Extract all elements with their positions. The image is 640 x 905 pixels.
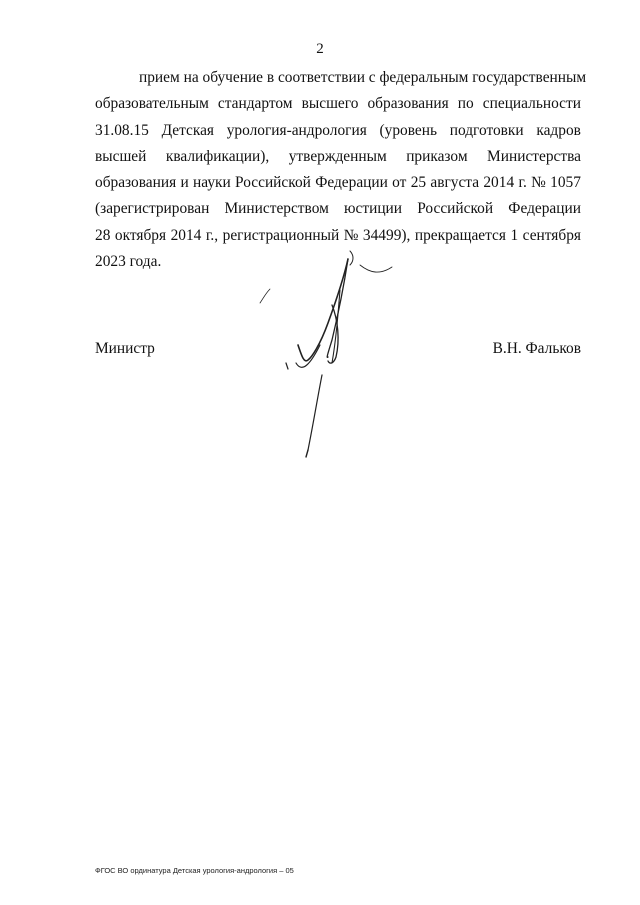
word: урология-андрология [226, 121, 367, 139]
word: Министерства [487, 147, 581, 165]
page-number: 2 [316, 41, 324, 57]
word: 1057 [550, 174, 581, 192]
word: квалификации), [165, 147, 270, 165]
signatory-name: В.Н. Фальков [492, 340, 581, 357]
word: № [531, 174, 546, 192]
word: Федерации [508, 200, 581, 218]
word: стандартом [217, 95, 293, 113]
word: 31.08.15 [95, 121, 149, 139]
word: 28 [95, 226, 111, 244]
paragraph-line [95, 91, 581, 117]
page-footer: ФГОС ВО ординатура Детская урология-андрология – 05 [95, 866, 294, 875]
word: от [392, 174, 407, 192]
word: г. [518, 174, 527, 192]
word: науки [193, 174, 231, 192]
word: 34499), [362, 226, 411, 244]
word: утвержденным [288, 147, 387, 165]
word: сентября [522, 226, 581, 244]
word: Российской [417, 200, 494, 218]
body-paragraph [95, 65, 587, 275]
word: Российской [235, 174, 311, 192]
word: юстиции [344, 200, 403, 218]
paragraph-line [95, 170, 581, 196]
word: по [457, 95, 474, 113]
word: приказом [406, 147, 468, 165]
word: (уровень [379, 121, 437, 139]
word: г., [205, 226, 219, 244]
word: прекращается [414, 226, 506, 244]
paragraph-line: прием на обучение в соответствии с федеральным государственным [139, 69, 587, 86]
word: (зарегистрирован [95, 200, 210, 218]
word: образования [95, 174, 177, 192]
word: Федерации [315, 174, 388, 192]
word: образовательным [95, 95, 209, 113]
word: образования [367, 95, 449, 113]
word: августа [430, 174, 480, 192]
word: октября [114, 226, 167, 244]
word: высшего [301, 95, 359, 113]
word: 25 [410, 174, 427, 192]
paragraph-line [95, 196, 581, 222]
word: высшей [95, 147, 147, 165]
word: подготовки [449, 121, 524, 139]
word: 2014 [483, 174, 515, 192]
word: регистрационный [222, 226, 340, 244]
signature-row [95, 340, 581, 358]
word: 1 [510, 226, 519, 244]
paragraph-line [95, 144, 581, 170]
word: специальности [482, 95, 581, 113]
word: Министерством [224, 200, 329, 218]
paragraph-line [95, 118, 581, 144]
signatory-position: Министр [95, 340, 155, 357]
word: и [180, 174, 189, 192]
word: № [343, 226, 359, 244]
word: 2014 [170, 226, 202, 244]
paragraph-line: 2023 года. [95, 253, 162, 271]
word: кадров [536, 121, 581, 139]
word: Детская [161, 121, 214, 139]
